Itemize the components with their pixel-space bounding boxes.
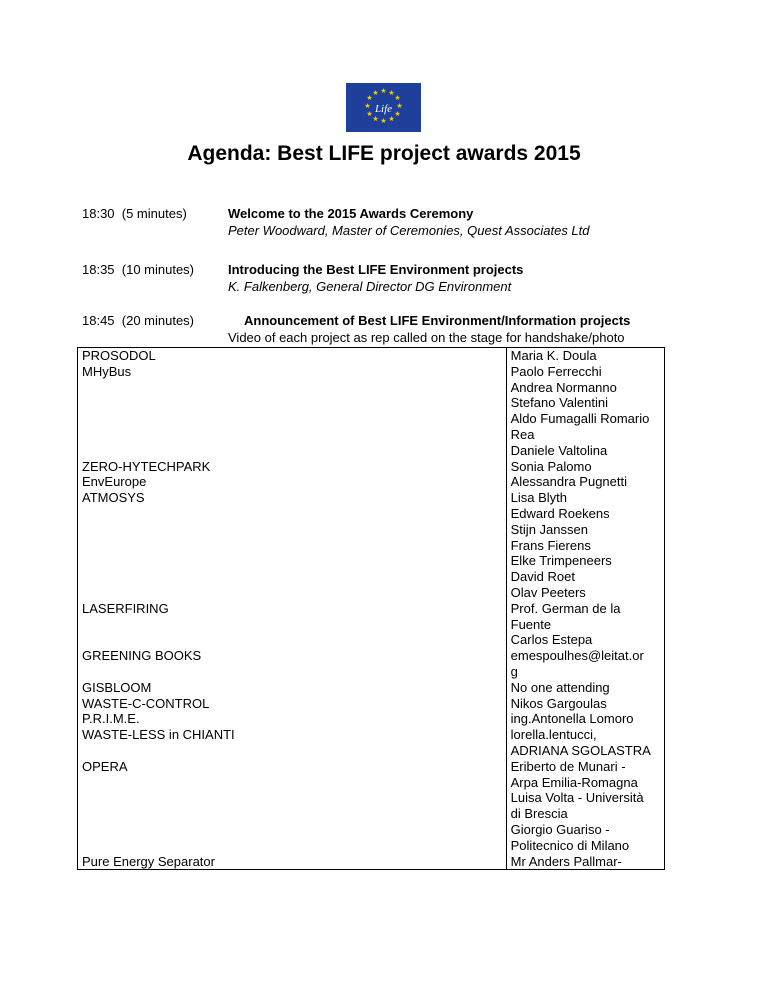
representative-line: Fuente xyxy=(510,616,552,632)
agenda-time: 18:30 (5 minutes) xyxy=(82,206,187,221)
representative-line: Prof. German de la xyxy=(510,600,621,616)
svg-text:★: ★ xyxy=(380,117,387,125)
page-title: Agenda: Best LIFE project awards 2015 xyxy=(187,142,581,165)
project-name: PROSODOL xyxy=(82,348,156,363)
svg-text:★: ★ xyxy=(388,89,395,97)
representative-line: No one attending xyxy=(510,679,610,695)
eu-life-logo xyxy=(346,83,421,132)
representative-line: Nikos Gargoulas xyxy=(510,695,607,711)
representative-line: Mr Anders Pallmar- xyxy=(510,853,622,869)
representative-line: Frans Fierens xyxy=(510,537,591,553)
representative-line: di Brescia xyxy=(510,806,568,822)
project-name: WASTE-C-CONTROL xyxy=(82,695,210,711)
representative-line: Aldo Fumagalli Romario xyxy=(510,411,650,427)
agenda-subtitle: K. Falkenberg, General Director DG Environment xyxy=(228,279,512,294)
representative-line: Andrea Normanno xyxy=(510,379,617,395)
svg-text:★: ★ xyxy=(366,110,373,118)
project-name: OPERA xyxy=(82,758,128,774)
svg-text:★: ★ xyxy=(372,115,379,123)
representative-line: Elke Trimpeneers xyxy=(510,553,612,569)
representative-line: Maria K. Doula xyxy=(510,348,597,363)
agenda-time: 18:45 (20 minutes) xyxy=(82,313,195,328)
project-name: EnvEurope xyxy=(82,474,147,490)
project-name: ZERO-HYTECHPARK xyxy=(82,458,211,474)
svg-text:★: ★ xyxy=(366,94,373,102)
representative-line: g xyxy=(510,663,518,679)
agenda-heading: Welcome to the 2015 Awards Ceremony xyxy=(228,206,474,221)
projects-table xyxy=(77,347,665,870)
representative-line: Olav Peeters xyxy=(510,584,586,600)
representative-line: Stijn Janssen xyxy=(510,521,588,537)
table-row xyxy=(78,348,665,870)
svg-text:★: ★ xyxy=(396,102,403,110)
project-name: LASERFIRING xyxy=(82,600,169,616)
agenda-time: 18:35 (10 minutes) xyxy=(82,262,195,277)
representative-line: Giorgio Guariso - xyxy=(510,821,610,837)
svg-text:★: ★ xyxy=(380,87,387,95)
projects-column xyxy=(78,348,507,870)
representative-line: David Roet xyxy=(510,569,575,585)
representative-line: lorella.lentucci, xyxy=(510,727,597,743)
agenda-heading: Announcement of Best LIFE Environment/Information projects xyxy=(244,313,631,328)
logo-text: Life xyxy=(374,103,393,115)
agenda-subtitle: Peter Woodward, Master of Ceremonies, Quest Associates Ltd xyxy=(228,223,590,238)
representative-line: ing.Antonella Lomoro xyxy=(510,711,634,727)
representative-line: Rea xyxy=(510,426,535,442)
agenda-subtitle: Video of each project as rep called on the stage for handshake/photo xyxy=(228,330,625,345)
representative-line: Paolo Ferrecchi xyxy=(510,363,602,379)
project-name: P.R.I.M.E. xyxy=(82,711,140,727)
representative-line: Stefano Valentini xyxy=(510,395,608,411)
svg-text:★: ★ xyxy=(394,94,401,102)
project-name: GISBLOOM xyxy=(82,679,152,695)
project-name: GREENING BOOKS xyxy=(82,648,202,664)
representative-line: Edward Roekens xyxy=(510,505,610,521)
representative-line: emespoulhes@leitat.or xyxy=(510,648,644,664)
project-name: Pure Energy Separator xyxy=(82,853,215,869)
representative-line: Carlos Estepa xyxy=(510,632,593,648)
eu-stars-icon xyxy=(346,83,421,132)
project-name: MHyBus xyxy=(82,363,132,379)
svg-text:★: ★ xyxy=(388,115,395,123)
svg-text:★: ★ xyxy=(372,89,379,97)
svg-text:★: ★ xyxy=(394,110,401,118)
representatives-column xyxy=(506,348,664,870)
agenda-heading: Introducing the Best LIFE Environment projects xyxy=(228,262,524,277)
representative-line: Luisa Volta - Università xyxy=(510,790,644,806)
svg-text:★: ★ xyxy=(364,102,371,110)
representative-line: Eriberto de Munari - xyxy=(510,758,626,774)
representative-line: Sonia Palomo xyxy=(510,458,592,474)
project-name: WASTE-LESS in CHIANTI xyxy=(82,727,235,743)
representative-line: Daniele Valtolina xyxy=(510,442,608,458)
project-name: ATMOSYS xyxy=(82,490,145,506)
representative-line: Politecnico di Milano xyxy=(510,837,630,853)
representative-line: Alessandra Pugnetti xyxy=(510,474,627,490)
representative-line: Lisa Blyth xyxy=(510,490,568,506)
representative-line: Arpa Emilia-Romagna xyxy=(510,774,638,790)
representative-line: ADRIANA SGOLASTRA xyxy=(510,742,651,758)
